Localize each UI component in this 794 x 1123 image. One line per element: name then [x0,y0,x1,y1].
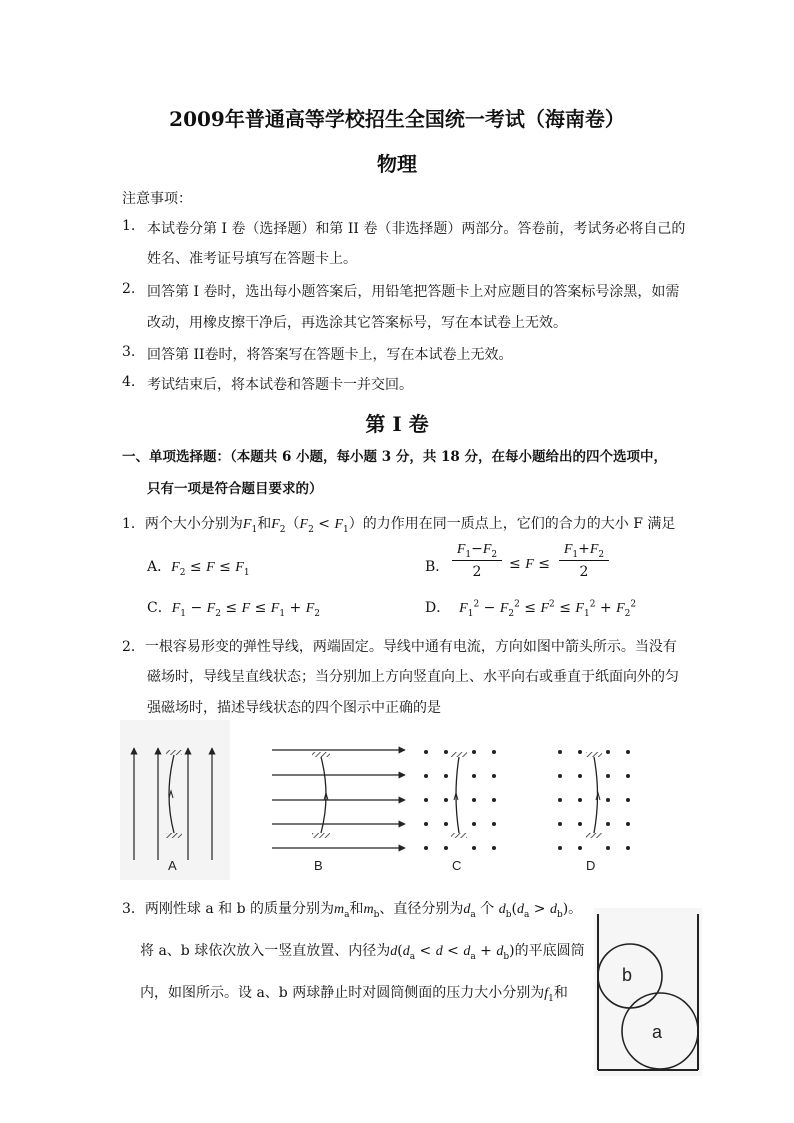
question-2-text: 2．一根容易形变的弹性导线，两端固定。导线中通有电流，方向如图中箭头所示。当没有 [122,639,677,655]
notice-item-number: 1. [122,218,136,234]
question-1-suffix: 的力作用在同一质点上，它们的合力的大小 F 满足 [362,516,676,532]
notice-item-text: 回答第 I 卷时，选出每小题答案后，用铅笔把答题卡上对应题目的答案标号涂黑，如需 [147,284,680,300]
figure-c [424,750,496,873]
notice-item-text: 考试结束后，将本试卷和答题卡一并交回。 [147,377,413,393]
option-c: C．$F_1 - F_2 \le F \le F_1 + F_2$ [147,600,321,619]
question-3-text: 将 a、b 球依次放入一竖直放置、内径为$d(d_a < d < d_a + d_b)$的平底圆筒 [140,943,585,962]
question-3-text: 内，如图所示。设 a、b 两球静止时对圆筒侧面的压力大小分别为$f_1$和 [140,985,568,1004]
question-3-figure [588,908,708,1078]
option-a-label: A． [147,559,172,575]
notice-item-number: 4. [122,374,136,390]
subject-title: 物理 [377,152,417,176]
option-d: D． $F_1^2 - F_2^2 \le F^2 \le F_1^2 + F_2^2$ [425,599,637,619]
option-a: A．$F_2 \le F \le F_1$ [147,559,250,578]
question-3-prefix: 3．两刚性球 a 和 b 的质量分别为 [122,901,335,917]
notice-item-number: 2. [122,281,136,297]
notice-item-number: 3. [122,344,136,360]
figure-label: C [452,858,462,873]
option-d-label: D． [425,600,451,616]
section-heading-cont: 只有一项是符合题目要求的） [147,481,323,497]
question-2-text: 强磁场时，描述导线状态的四个图示中正确的是 [147,700,441,716]
figure-b [272,750,405,873]
option-c-label: C． [147,600,172,616]
notice-item-text: 本试卷分第 I 卷（选择题）和第 II 卷（非选择题）两部分。答卷前，考试务必将自己的 [147,221,686,237]
question-1-prefix: 1．两个大小分别为 [122,516,243,532]
section-heading: 一、单项选择题：（本题共 6 小题，每小题 3 分，共 18 分，在每小题给出的四个选项中， [122,449,668,465]
page-title: 2009年普通高等学校招生全国统一考试（海南卷） [169,107,625,131]
question-3-line2-suffix: 的平底圆筒 [514,943,585,959]
ball-label: b [622,965,633,985]
figure-label: D [586,858,596,873]
question-3-line2: 将 a、b 球依次放入一竖直放置、内径为 [140,943,391,959]
question-2-figure [120,720,640,880]
ball-label: a [652,1022,663,1042]
figure-d [558,750,630,873]
question-3-line3: 内，如图所示。设 a、b 两球静止时对圆筒侧面的压力大小分别为 [140,985,545,1001]
option-b-label: B． [425,559,450,575]
notice-item-text: 回答第 II卷时，将答案写在答题卡上，写在本试卷上无效。 [147,347,513,363]
part-heading: 第 I 卷 [365,412,429,436]
question-2-text: 磁场时，导线呈直线状态；当分别加上方向竖直向上、水平向右或垂直于纸面向外的匀 [147,669,679,685]
notice-heading: 注意事项： [122,191,192,207]
figure-label: A [168,858,177,873]
notice-item-text: 姓名、准考证号填写在答题卡上。 [147,251,357,267]
question-3-mid: 、直径分别为 [379,901,464,917]
figure-label: B [314,858,323,873]
question-3-text: 3．两刚性球 a 和 b 的质量分别为$m_a$和$m_b$、直径分别为$d_a$ 个 $d_b(d_a > d_b)$。 [122,901,583,920]
notice-item-text: 改动，用橡皮擦干净后，再选涂其它答案标号，写在本试卷上无效。 [147,315,567,331]
question-1-text: 1．两个大小分别为$F_1$和$F_2(F_2 < F_1)$的力作用在同一质点上，它们的合力的大小 F 满足 [122,516,676,535]
